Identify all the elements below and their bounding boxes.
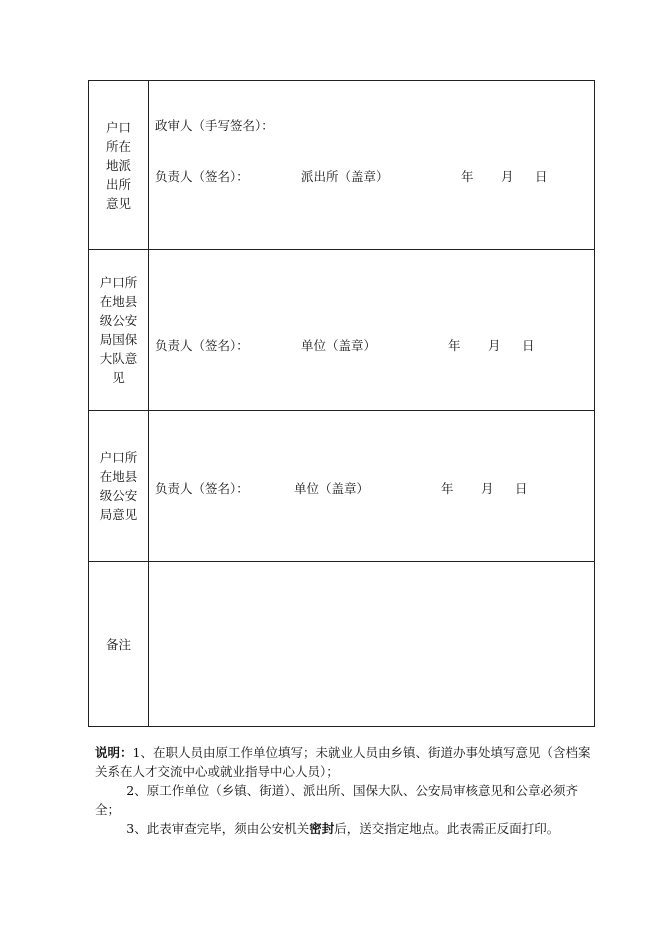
instruction-item-3: 3、此表审查完毕，须由公安机关密封后，送交指定地点。此表需正反面打印。 <box>126 821 560 836</box>
unit-stamp-label: 单位（盖章） <box>301 338 377 353</box>
day-label: 日 <box>522 338 535 353</box>
table-row <box>89 411 595 562</box>
table-row <box>89 562 595 727</box>
public-security-label-cell <box>89 411 149 562</box>
day-label: 日 <box>535 169 548 184</box>
reviewer-signature-label: 政审人（手写签名）： <box>155 118 274 133</box>
remarks-label-cell <box>89 562 149 727</box>
public-security-label: 户口所在地县级公安局意见 <box>99 450 138 522</box>
responsible-signature-label: 负责人（签名）： <box>155 481 249 496</box>
table-row <box>89 250 595 411</box>
instructions <box>95 743 595 838</box>
year-label: 年 <box>461 169 474 184</box>
responsible-signature-label: 负责人（签名）： <box>155 338 249 353</box>
month-label: 月 <box>501 169 514 184</box>
month-label: 月 <box>481 481 494 496</box>
review-form-table <box>88 80 595 727</box>
year-label: 年 <box>448 338 461 353</box>
year-label: 年 <box>441 481 454 496</box>
national-security-label-cell <box>89 250 149 411</box>
instruction-item-2: 2、原工作单位（乡镇、街道）、派出所、国保大队、公安局审核意见和公章必须齐全； <box>95 783 578 817</box>
remarks-label: 备注 <box>105 636 131 652</box>
national-security-opinion-cell <box>149 250 595 411</box>
remarks-content-cell <box>149 562 595 727</box>
table-row <box>89 81 595 250</box>
national-security-label: 户口所在地县级公安局国保大队意见 <box>99 275 138 385</box>
police-station-label: 户口所在地派出所意见 <box>105 119 131 211</box>
responsible-signature-label: 负责人（签名）： <box>155 169 249 184</box>
sealed-emphasis: 密封 <box>309 821 335 836</box>
police-station-opinion-cell <box>149 81 595 250</box>
unit-stamp-label: 单位（盖章） <box>294 481 370 496</box>
month-label: 月 <box>488 338 501 353</box>
police-station-stamp-label: 派出所（盖章） <box>301 169 389 184</box>
day-label: 日 <box>515 481 528 496</box>
public-security-opinion-cell <box>149 411 595 562</box>
police-station-label-cell <box>89 81 149 250</box>
instructions-heading: 说明： <box>95 745 133 760</box>
instruction-item-1: 说明：1、在职人员由原工作单位填写；未就业人员由乡镇、街道办事处填写意见（含档案关系在人才交流中心或就业指导中心人员）； <box>95 745 591 779</box>
